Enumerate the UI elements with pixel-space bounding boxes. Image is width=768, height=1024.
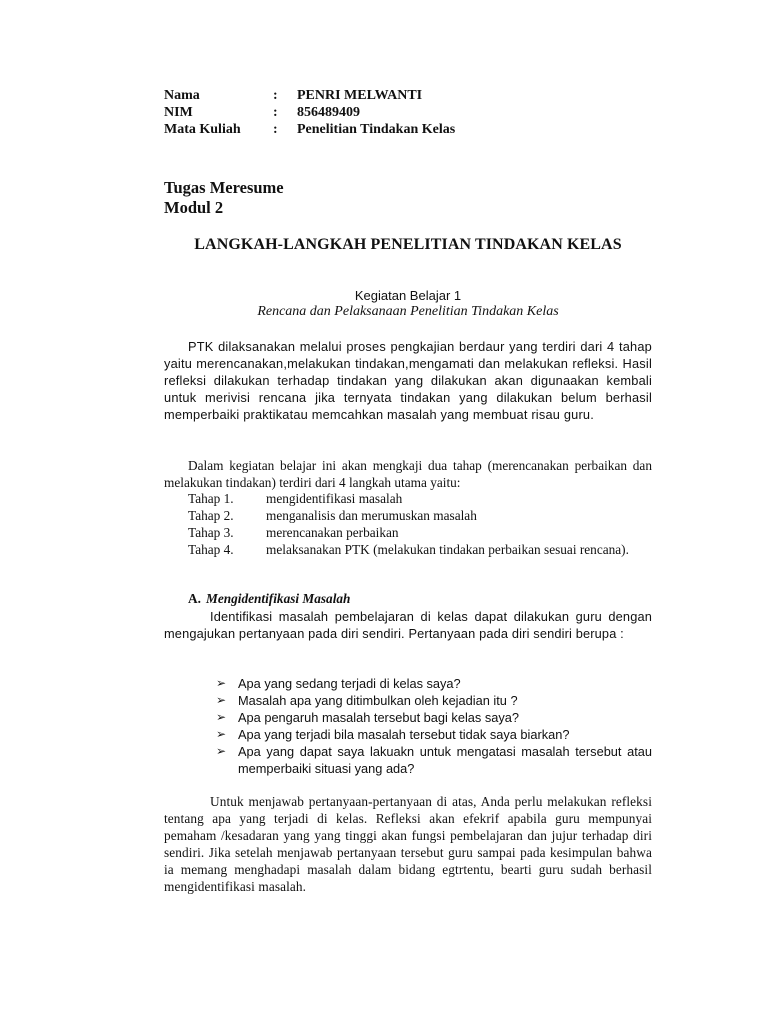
- heading-line-2: Modul 2: [164, 198, 224, 217]
- steps-list: [188, 490, 652, 558]
- info-separator: :: [273, 105, 278, 120]
- question-list: [216, 675, 652, 777]
- arrow-bullet-icon: ➢: [216, 744, 227, 758]
- info-row-course: [164, 121, 652, 138]
- question-text: Apa pengaruh masalah tersebut bagi kelas saya?: [238, 710, 520, 725]
- step-text: melaksanakan PTK (melakukan tindakan perbaikan sesuai rencana).: [266, 542, 629, 557]
- list-item: [216, 709, 652, 726]
- step-label: Tahap 1.: [188, 491, 234, 506]
- kegiatan-belajar-header: [164, 288, 652, 320]
- step-text: mengidentifikasi masalah: [266, 491, 403, 506]
- question-text: Apa yang sedang terjadi di kelas saya?: [238, 676, 461, 691]
- step-text: menganalisis dan merumuskan masalah: [266, 508, 477, 523]
- paragraph-identifikasi: [164, 608, 652, 642]
- paragraph-text: Untuk menjawab pertanyaan-pertanyaan di atas, Anda perlu melakukan refleksi tentang apa yang terjadi di kelas. Refleksi akan efekrif apabila guru mempunyai pemaham /kesadaran yang yang tinggi akan fungsi pembelajaran dan jujur terhadap diri sendiri. Jika setelah menjawab pertanyaan tersebut guru sampai pada kesimpulan bahwa ia memang menghadapi masalah dalam bidang egtrtentu, bearti guru sudah berhasil mengidentifikasi masalah.: [164, 794, 652, 894]
- step-item: [188, 490, 652, 507]
- section-a-heading: [188, 591, 350, 607]
- section-title: Mengidentifikasi Masalah: [206, 591, 351, 606]
- info-label: Mata Kuliah: [164, 122, 241, 137]
- arrow-bullet-icon: ➢: [216, 727, 227, 741]
- step-label: Tahap 3.: [188, 525, 234, 540]
- list-item: [216, 692, 652, 709]
- document-title: LANGKAH-LANGKAH PENELITIAN TINDAKAN KELAS: [194, 236, 622, 253]
- info-separator: :: [273, 122, 278, 137]
- info-row-name: [164, 87, 652, 104]
- list-item: [216, 726, 652, 743]
- list-item: [216, 675, 652, 692]
- paragraph-ptk: [164, 338, 652, 423]
- arrow-bullet-icon: ➢: [216, 710, 227, 724]
- paragraph-refleksi: [164, 793, 652, 895]
- step-label: Tahap 2.: [188, 508, 234, 523]
- info-label: Nama: [164, 88, 200, 103]
- paragraph-text: PTK dilaksanakan melalui proses pengkajian berdaur yang terdiri dari 4 tahap yaitu merencanakan,melakukan tindakan,mengamati dan melakukan refleksi. Hasil refleksi dilakukan terhadap tindakan yang dilakukan akan digunaakan kembali untuk merivisi rencana jika ternyata tindakan yang dilakukan belum berhasil memperbaiki praktikatau memcahkan masalah yang membuat risau guru.: [164, 339, 652, 422]
- question-text: Apa yang terjadi bila masalah tersebut tidak saya biarkan?: [238, 727, 570, 742]
- student-info: [164, 87, 652, 138]
- info-separator: :: [273, 88, 278, 103]
- heading-line-1: Tugas Meresume: [164, 178, 284, 197]
- step-label: Tahap 4.: [188, 542, 234, 557]
- section-label: A.: [188, 591, 201, 606]
- kegiatan-label: Kegiatan Belajar 1: [354, 288, 462, 303]
- info-value: Penelitian Tindakan Kelas: [297, 122, 456, 137]
- step-item: [188, 524, 652, 541]
- paragraph-text: Identifikasi masalah pembelajaran di kelas dapat dilakukan guru dengan mengajukan pertanyaan pada diri sendiri. Pertanyaan pada diri sendiri berupa :: [164, 609, 652, 641]
- step-text: merencanakan perbaikan: [266, 525, 399, 540]
- assignment-heading: [164, 178, 652, 218]
- question-text: Apa yang dapat saya lakuakn untuk mengatasi masalah tersebut atau memperbaiki situasi yang ada?: [238, 744, 652, 776]
- step-item: [188, 541, 652, 558]
- paragraph-text: Dalam kegiatan belajar ini akan mengkaji dua tahap (merencanakan perbaikan dan melakukan tindakan) terdiri dari 4 langkah utama yaitu:: [164, 458, 652, 490]
- info-row-nim: [164, 104, 652, 121]
- info-value: 856489409: [297, 105, 360, 120]
- arrow-bullet-icon: ➢: [216, 693, 227, 707]
- step-item: [188, 507, 652, 524]
- arrow-bullet-icon: ➢: [216, 676, 227, 690]
- kegiatan-subtitle: Rencana dan Pelaksanaan Penelitian Tindakan Kelas: [257, 304, 559, 319]
- question-text: Masalah apa yang ditimbulkan oleh kejadian itu ?: [238, 693, 518, 708]
- info-value: PENRI MELWANTI: [297, 88, 423, 103]
- list-item: [216, 743, 652, 777]
- info-label: NIM: [164, 105, 193, 120]
- paragraph-kegiatan: [164, 457, 652, 491]
